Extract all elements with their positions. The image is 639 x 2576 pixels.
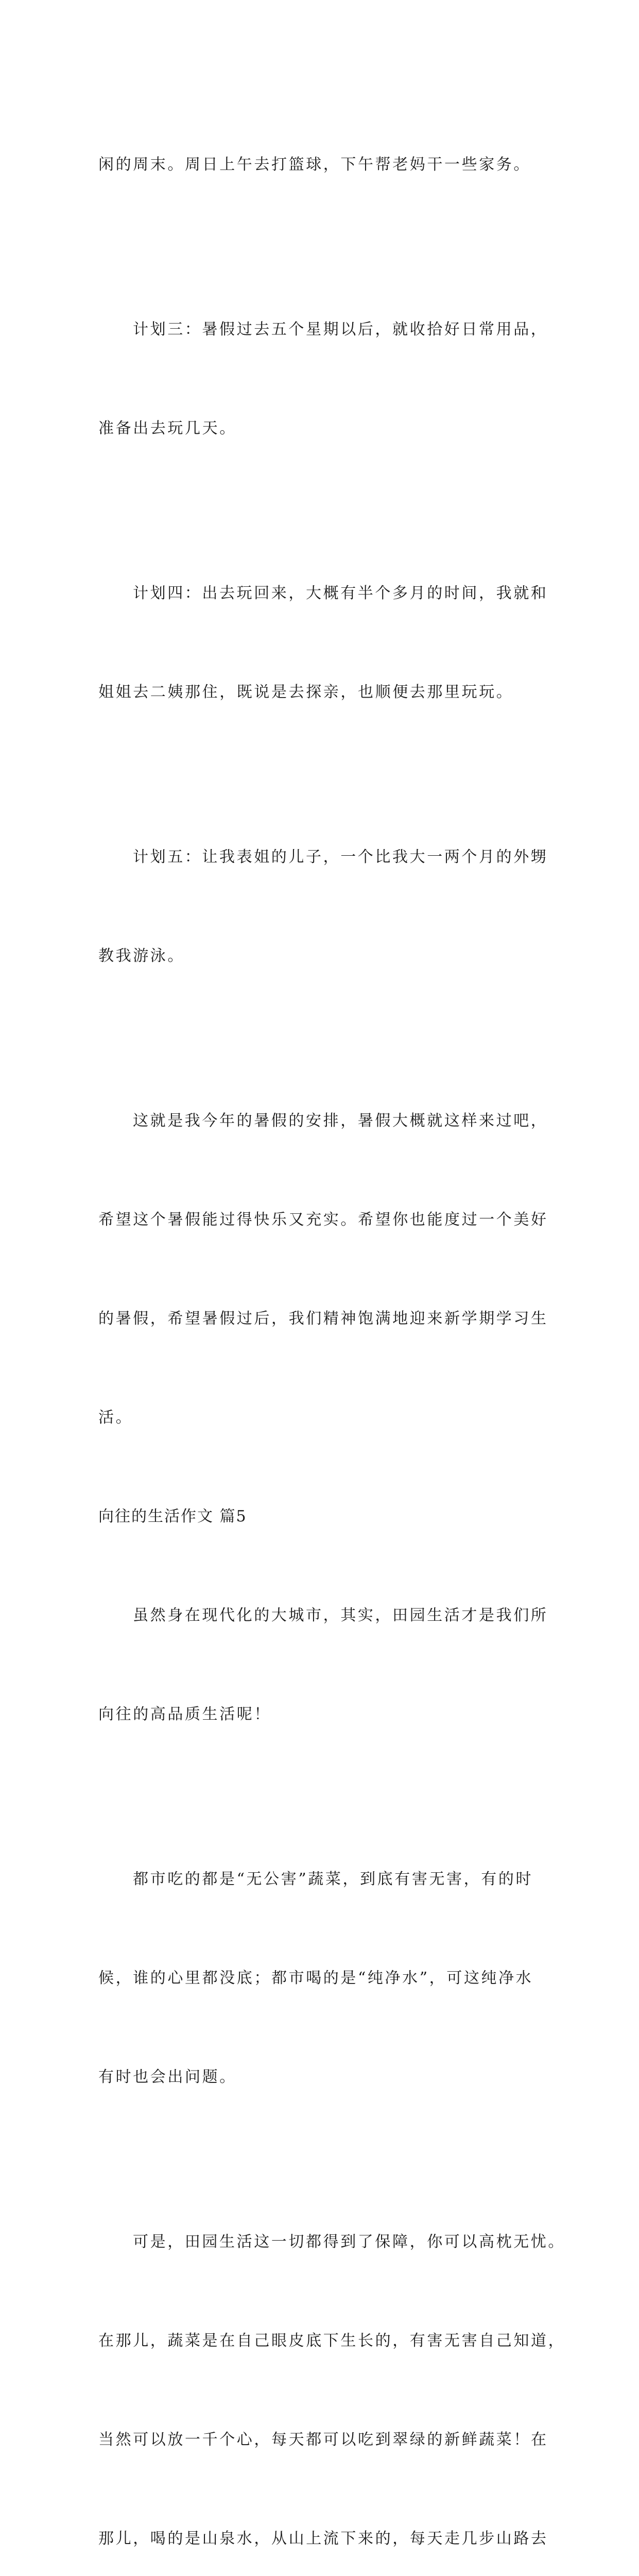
section-heading: 向往的生活作文 篇5 — [98, 1507, 247, 1526]
text-line: 计划五：让我表姐的儿子，一个比我大一两个月的外甥 — [133, 848, 548, 866]
text-line: 当然可以放一千个心，每天都可以吃到翠绿的新鲜蔬菜！在 — [98, 2431, 548, 2449]
paragraph — [98, 82, 541, 247]
text-line: 向往的高品质生活呢！ — [98, 1705, 271, 1723]
paragraph — [98, 1039, 548, 1500]
text-line: 教我游泳。 — [98, 947, 185, 965]
text-line: 希望这个暑假能过得快乐又充实。希望你也能度过一个美好 — [98, 1211, 548, 1229]
text-line: 的暑假，希望暑假过后，我们精神饱满地迎来新学期学习生 — [98, 1310, 548, 1328]
document-body — [98, 82, 566, 2576]
text-line: 闲的周末。周日上午去打篮球，下午帮老妈干一些家务。 — [98, 156, 531, 174]
text-line: 在那儿，蔬菜是在自己眼皮底下生长的，有害无害自己知道， — [98, 2332, 566, 2350]
paragraph — [98, 1797, 541, 2160]
text-line: 有时也会出问题。 — [98, 2068, 237, 2086]
text-line: 活。 — [98, 1409, 133, 1427]
paragraph — [98, 247, 548, 511]
text-line: 可是，田园生活这一切都得到了保障，你可以高枕无忧。 — [133, 2233, 565, 2251]
text-line: 准备出去玩几天。 — [98, 419, 237, 437]
paragraph — [98, 775, 548, 1039]
text-line: 这就是我今年的暑假的安排，暑假大概就这样来过吧， — [133, 1112, 548, 1130]
text-line: 姐姐去二姨那住，既说是去探亲，也顺便去那里玩玩。 — [98, 683, 514, 701]
text-line: 计划三：暑假过去五个星期以后，就收拾好日常用品， — [133, 320, 548, 338]
text-line: 那儿，喝的是山泉水，从山上流下来的，每天走几步山路去 — [98, 2530, 548, 2548]
text-line: 都市吃的都是“无公害”蔬菜，到底有害无害，有的时 — [133, 1870, 533, 1888]
paragraph — [98, 511, 548, 775]
paragraph — [98, 2160, 566, 2576]
text-line: 虽然身在现代化的大城市，其实，田园生活才是我们所 — [133, 1606, 548, 1624]
paragraph — [98, 1533, 548, 1797]
text-line: 候，谁的心里都没底；都市喝的是“纯净水”，可这纯净水 — [98, 1969, 533, 1987]
text-line: 计划四：出去玩回来，大概有半个多月的时间，我就和 — [133, 584, 548, 602]
